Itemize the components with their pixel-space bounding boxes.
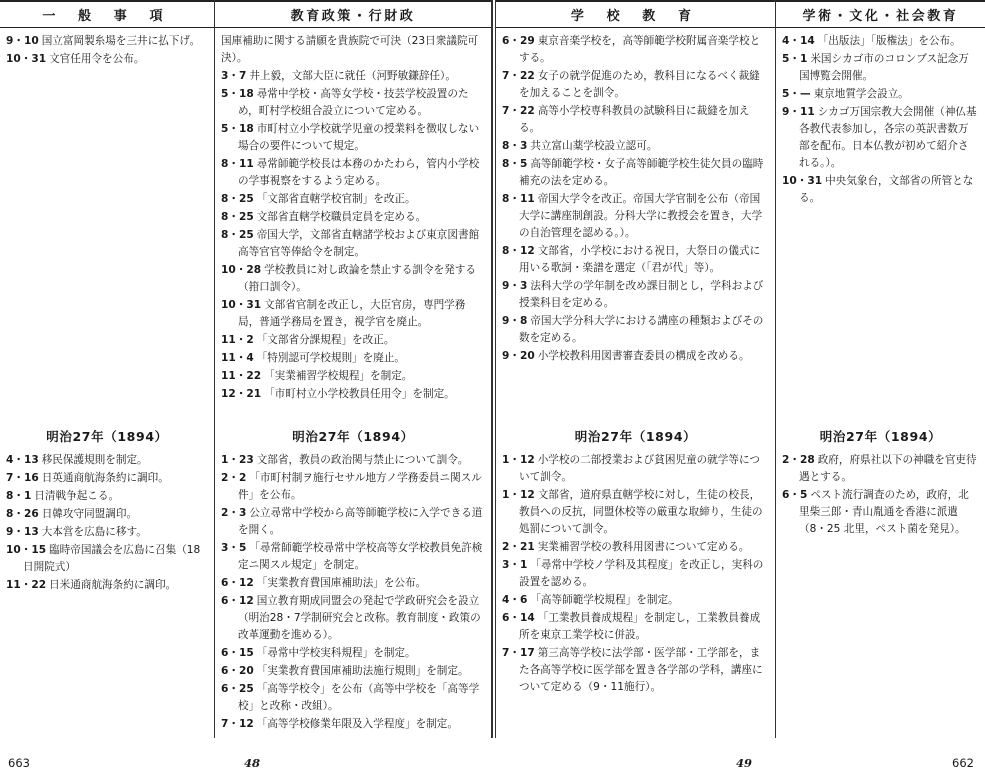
timeline-entry bbox=[782, 487, 979, 538]
entry-date: 8・26 bbox=[6, 508, 39, 520]
timeline-entry bbox=[6, 524, 208, 541]
column-header: 教育政策・行財政 bbox=[215, 0, 491, 28]
entry-text: 東京地質学会設立。 bbox=[813, 88, 909, 100]
entry-text: 市町村立小学校就学児童の授業料を徴収しない場合の要件について規定。 bbox=[238, 123, 480, 152]
entry-text: 中央気象台，文部省の所管となる。 bbox=[799, 175, 974, 204]
entry-text: 文部省，教員の政治関与禁止について訓令。 bbox=[256, 454, 469, 466]
entry-date: 12・21 bbox=[221, 388, 262, 400]
entry-text: 高等師範学校・女子高等師範学校生徒欠員の臨時補充の法を定める。 bbox=[519, 158, 764, 187]
entry-date: 5・18 bbox=[221, 88, 254, 100]
entry-date: 6・14 bbox=[502, 612, 535, 624]
entry-date: 9・20 bbox=[502, 350, 535, 362]
entry-date: 1・12 bbox=[502, 454, 535, 466]
entry-date: 6・12 bbox=[221, 595, 254, 607]
year-heading: 明治27年（1894） bbox=[292, 429, 414, 444]
timeline-entry bbox=[221, 121, 485, 155]
timeline-entry bbox=[502, 348, 769, 365]
entry-date: 7・17 bbox=[502, 647, 535, 659]
entry-text: 文官任用令を公布。 bbox=[49, 53, 145, 65]
timeline-entry bbox=[502, 452, 769, 486]
entries-top bbox=[782, 33, 979, 208]
entry-text: 「工業教員養成規程」を制定し，工業教員養成所を東京工業学校に併設。 bbox=[519, 612, 761, 641]
entry-date: 1・23 bbox=[221, 454, 254, 466]
year-heading: 明治27年（1894） bbox=[819, 429, 942, 444]
entry-text: 文部省，小学校における祝日，大祭日の儀式に用いる歌詞・楽譜を選定（「君が代」等）。 bbox=[519, 245, 761, 274]
entry-text: シカゴ万国宗教大会開催（神仏基各教代表参加し，各宗の英訳書数万部を配布。日本仏教が初めて紹介される。）。 bbox=[799, 106, 977, 169]
entry-text: 米国シカゴ市のコロンブス記念万国博覧会開催。 bbox=[799, 53, 969, 82]
timeline-entry bbox=[502, 592, 769, 609]
entry-text: 日清戦争起こる。 bbox=[34, 490, 120, 502]
entry-date: 4・14 bbox=[782, 35, 815, 47]
timeline-entry bbox=[6, 51, 208, 68]
entry-text: 第三高等学校に法学部・医学部・工学部を，また各高等学校に医学部を置き各学部の学科，講座について定める（9・11施行）。 bbox=[519, 647, 763, 693]
entry-date: 10・15 bbox=[6, 544, 47, 556]
entry-text: 高等小学校専科教員の試験科目に裁縫を加える。 bbox=[519, 105, 750, 134]
entry-text: 日米通商航海条約に調印。 bbox=[49, 579, 177, 591]
entry-text: 公立尋常中学校から高等師範学校に入学できる道を開く。 bbox=[238, 507, 483, 536]
entry-text: 小学校教科用図書審査委員の構成を改める。 bbox=[537, 350, 750, 362]
entry-text: 尋常師範学校長は本務のかたわら，管内小学校の学事視察をするよう定める。 bbox=[238, 158, 480, 187]
entry-text: 国庫補助に関する請願を貴族院で可決（23日衆議院可決）。 bbox=[221, 35, 479, 64]
entry-text: 共立富山薬学校設立認可。 bbox=[530, 140, 658, 152]
timeline-entry bbox=[782, 173, 979, 207]
entry-date: 11・22 bbox=[6, 579, 47, 591]
timeline-entry bbox=[782, 86, 979, 103]
entry-date: 6・5 bbox=[782, 489, 808, 501]
timeline-entry bbox=[221, 262, 485, 296]
timeline-entry bbox=[782, 452, 979, 486]
timeline-entry bbox=[502, 539, 769, 556]
entry-date: 2・21 bbox=[502, 541, 535, 553]
timeline-entry bbox=[221, 540, 485, 574]
timeline-entry bbox=[221, 452, 485, 469]
column-header: 学術・文化・社会教育 bbox=[776, 0, 985, 28]
entry-text: 臨時帝国議会を広島に召集（18日開院式） bbox=[23, 544, 201, 573]
entry-date: 10・28 bbox=[221, 264, 262, 276]
entry-date: 10・31 bbox=[6, 53, 47, 65]
entry-text: 「実業教育費国庫補助法」を公布。 bbox=[256, 577, 427, 589]
page-number-right: 662 bbox=[952, 756, 974, 770]
timeline-entry bbox=[221, 33, 485, 67]
entry-text: 法科大学の学年制を改め課目制とし，学科および授業科目を定める。 bbox=[519, 280, 764, 309]
timeline-entry bbox=[221, 663, 485, 680]
entry-date: 3・1 bbox=[502, 559, 528, 571]
timeline-entry bbox=[6, 488, 208, 505]
entry-date: 3・7 bbox=[221, 70, 247, 82]
entry-date: 9・8 bbox=[502, 315, 528, 327]
timeline-entry bbox=[6, 577, 208, 594]
entry-text: 尋常中学校・高等女学校・技芸学校設置のため，町村学校組合設立について定める。 bbox=[238, 88, 469, 117]
entry-text: 「高等学校令」を公布（高等中学校を「高等学校」と改称・改組）。 bbox=[238, 683, 480, 712]
entry-text: 政府，府県社以下の神職を官吏待遇とする。 bbox=[799, 454, 977, 483]
entry-text: 日英通商航海条約に調印。 bbox=[41, 472, 169, 484]
entry-date: 6・25 bbox=[221, 683, 254, 695]
timeline-entry bbox=[221, 209, 485, 226]
entry-text: 「文部省分課規程」を改正。 bbox=[256, 334, 395, 346]
entry-date: 2・28 bbox=[782, 454, 815, 466]
entry-text: 井上毅，文部大臣に就任（河野敏鎌辞任）。 bbox=[249, 70, 456, 82]
timeline-entry bbox=[502, 557, 769, 591]
entry-date: 9・10 bbox=[6, 35, 39, 47]
entry-text: 帝国大学分科大学における講座の種類およびその数を定める。 bbox=[519, 315, 764, 344]
timeline-entry bbox=[221, 227, 485, 261]
timeline-entry bbox=[221, 681, 485, 715]
timeline-entry bbox=[782, 33, 979, 50]
entry-text: 「高等学校修業年限及入学程度」を制定。 bbox=[256, 718, 458, 730]
timeline-entry bbox=[221, 191, 485, 208]
entry-text: ペスト流行調査のため，政府，北里柴三郎・青山胤通を香港に派遣（8・25 北里，ペスト菌を発見）。 bbox=[799, 489, 969, 535]
entries-top bbox=[221, 33, 485, 404]
timeline-entry bbox=[502, 243, 769, 277]
entries-bottom bbox=[782, 452, 979, 539]
entries-top bbox=[502, 33, 769, 366]
timeline-entry bbox=[221, 156, 485, 190]
entry-text: 実業補習学校の教科用図書について定める。 bbox=[537, 541, 750, 553]
timeline-entry bbox=[221, 593, 485, 644]
entry-text: 東京音楽学校を，高等師範学校附属音楽学校とする。 bbox=[519, 35, 761, 64]
entries-bottom bbox=[6, 452, 208, 595]
entry-text: 「出版法」「版権法」を公布。 bbox=[817, 35, 961, 47]
entries-bottom bbox=[221, 452, 485, 734]
entry-text: 学校教員に対し政論を禁止する訓令を発する（箝口訓令）。 bbox=[238, 264, 476, 293]
timeline-entry bbox=[221, 332, 485, 349]
timeline-entry bbox=[502, 645, 769, 696]
entry-date: 8・11 bbox=[502, 193, 535, 205]
timeline-entry bbox=[6, 452, 208, 469]
timeline-entry bbox=[502, 138, 769, 155]
entry-date: 8・25 bbox=[221, 211, 254, 223]
timeline-entry bbox=[221, 386, 485, 403]
entry-date: 7・12 bbox=[221, 718, 254, 730]
timeline-entry bbox=[502, 191, 769, 242]
entry-date: 1・12 bbox=[502, 489, 535, 501]
entry-date: 8・25 bbox=[221, 229, 254, 241]
entry-date: 7・16 bbox=[6, 472, 39, 484]
timeline-entry bbox=[221, 575, 485, 592]
entry-date: 9・11 bbox=[782, 106, 815, 118]
entry-date: 2・2 bbox=[221, 472, 247, 484]
entry-date: 10・31 bbox=[782, 175, 823, 187]
entry-text: 国立富岡製糸場を三井に払下げ。 bbox=[41, 35, 201, 47]
entry-text: 国立教育期成同盟会の発起で学政研究会を設立（明治28・7学制研究会と改称。教育制度・政策の改革運動を進める）。 bbox=[238, 595, 481, 641]
entry-text: 「尋常中学校実科規程」を制定。 bbox=[256, 647, 416, 659]
column-school bbox=[496, 0, 776, 738]
entry-date: 10・31 bbox=[221, 299, 262, 311]
column-policy bbox=[215, 0, 492, 738]
entry-date: 8・3 bbox=[502, 140, 528, 152]
column-general bbox=[0, 0, 215, 738]
entry-date: 8・25 bbox=[221, 193, 254, 205]
column-header: 一 般 事 項 bbox=[0, 0, 214, 28]
entry-text: 「尋常中学校ノ学科及其程度」を改正し，実科の設置を認める。 bbox=[519, 559, 764, 588]
entry-text: 文部省直轄学校職員定員を定める。 bbox=[256, 211, 427, 223]
timeline-entry bbox=[221, 350, 485, 367]
page-number-center-right: 49 bbox=[736, 756, 753, 770]
timeline-entry bbox=[221, 645, 485, 662]
entry-date: 8・11 bbox=[221, 158, 254, 170]
entry-text: 小学校の二部授業および貧困児童の就学等について訓令。 bbox=[519, 454, 760, 483]
entry-date: 11・22 bbox=[221, 370, 262, 382]
timeline-entry bbox=[502, 103, 769, 137]
timeline-entry bbox=[502, 156, 769, 190]
entries-bottom bbox=[502, 452, 769, 697]
entry-text: 「市町村立小学校教員任用令」を制定。 bbox=[264, 388, 455, 400]
entry-text: 移民保護規則を制定。 bbox=[41, 454, 148, 466]
entry-text: 「市町村制ヲ施行セサル地方ノ学務委員ニ関スル件」を公布。 bbox=[238, 472, 482, 501]
entry-text: 「実業補習学校規程」を制定。 bbox=[264, 370, 413, 382]
column-culture bbox=[776, 0, 985, 738]
timeline-entry bbox=[6, 506, 208, 523]
entry-text: 女子の就学促進のため，教科目になるべく裁縫を加えることを訓令。 bbox=[519, 70, 760, 99]
timeline-entry bbox=[502, 610, 769, 644]
year-heading: 明治27年（1894） bbox=[46, 429, 168, 444]
timeline-entry bbox=[221, 470, 485, 504]
entry-date: 8・12 bbox=[502, 245, 535, 257]
timeline-entry bbox=[221, 68, 485, 85]
timeline-entry bbox=[502, 33, 769, 67]
entry-text: 帝国大学令を改正。帝国大学官制を公布（帝国大学に講座制創設。分科大学に教授会を置き，大学の自治管理を認める。）。 bbox=[519, 193, 763, 239]
entry-date: 4・13 bbox=[6, 454, 39, 466]
entry-date: 6・20 bbox=[221, 665, 254, 677]
entry-text: 大本営を広島に移す。 bbox=[41, 526, 147, 538]
timeline-entry bbox=[221, 716, 485, 733]
entry-date: 6・15 bbox=[221, 647, 254, 659]
page-number-center-left: 48 bbox=[244, 756, 261, 770]
entry-date: 8・5 bbox=[502, 158, 528, 170]
timeline-entry bbox=[221, 297, 485, 331]
timeline-entry bbox=[221, 368, 485, 385]
entries-top bbox=[6, 33, 208, 69]
entry-text: 帝国大学，文部省直轄諸学校および東京図書館高等官官等俸給令を制定。 bbox=[238, 229, 480, 258]
entry-date: 5・— bbox=[782, 88, 811, 100]
entry-text: 「高等師範学校規程」を制定。 bbox=[530, 594, 679, 606]
entry-date: 11・2 bbox=[221, 334, 254, 346]
column-header: 学 校 教 育 bbox=[496, 0, 775, 28]
entry-date: 7・22 bbox=[502, 105, 535, 117]
entry-date: 9・3 bbox=[502, 280, 528, 292]
entry-date: 7・22 bbox=[502, 70, 535, 82]
timeline-entry bbox=[502, 278, 769, 312]
entry-text: 「特別認可学校規則」を廃止。 bbox=[256, 352, 406, 364]
entry-text: 「尋常師範学校尋常中学校高等女学校教員免許検定ニ関スル規定」を制定。 bbox=[238, 542, 483, 571]
timeline-entry bbox=[221, 86, 485, 120]
entry-date: 9・13 bbox=[6, 526, 39, 538]
page-number-left: 663 bbox=[8, 756, 30, 770]
entry-date: 5・1 bbox=[782, 53, 808, 65]
entry-text: 文部省官制を改正し，大臣官房，専門学務局，普通学務局を置き，視学官を廃止。 bbox=[238, 299, 466, 328]
entry-text: 「実業教育費国庫補助法施行規則」を制定。 bbox=[256, 665, 469, 677]
timeline-entry bbox=[782, 51, 979, 85]
timeline-entry bbox=[221, 505, 485, 539]
entry-date: 6・12 bbox=[221, 577, 254, 589]
timeline-entry bbox=[782, 104, 979, 172]
entry-date: 4・6 bbox=[502, 594, 528, 606]
timeline-entry bbox=[502, 487, 769, 538]
timeline-entry bbox=[6, 470, 208, 487]
timeline-entry bbox=[6, 542, 208, 576]
timeline-entry bbox=[6, 33, 208, 50]
entry-date: 8・1 bbox=[6, 490, 32, 502]
entry-date: 6・29 bbox=[502, 35, 535, 47]
entry-date: 11・4 bbox=[221, 352, 254, 364]
entry-text: 文部省，道府県直轄学校に対し，生徒の校長，教員への反抗，同盟休校等の厳重な取締り，生徒の処罰について訓令。 bbox=[519, 489, 763, 535]
timeline-entry bbox=[502, 313, 769, 347]
entry-text: 日韓攻守同盟調印。 bbox=[41, 508, 138, 520]
entry-text: 「文部省直轄学校官制」を改正。 bbox=[256, 193, 416, 205]
timeline-entry bbox=[502, 68, 769, 102]
year-heading: 明治27年（1894） bbox=[574, 429, 697, 444]
entry-date: 5・18 bbox=[221, 123, 254, 135]
entry-date: 2・3 bbox=[221, 507, 247, 519]
entry-date: 3・5 bbox=[221, 542, 247, 554]
